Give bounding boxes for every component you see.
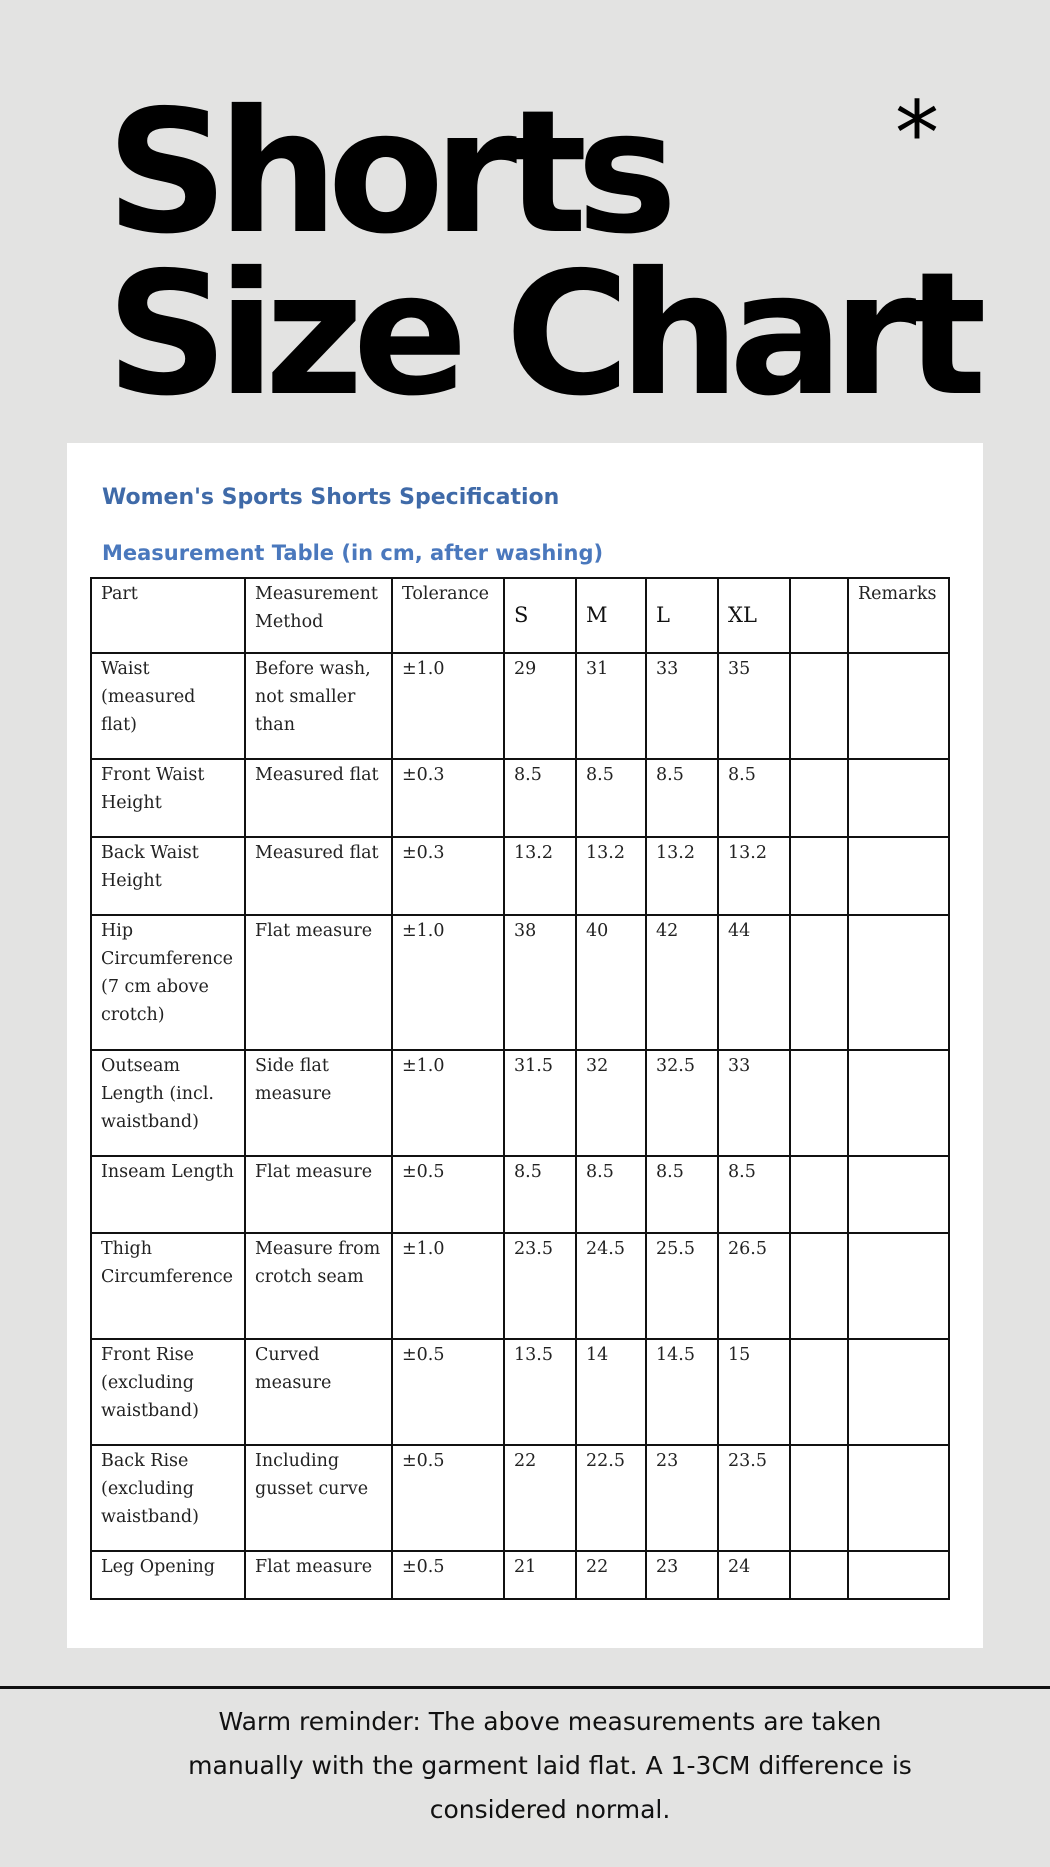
cell-method: Measure from crotch seam <box>245 1233 392 1339</box>
cell-l: 33 <box>646 653 718 759</box>
table-row <box>91 837 949 915</box>
cell-part: Hip Circumference (7 cm above crotch) <box>91 915 245 1050</box>
cell-s: 13.5 <box>504 1339 576 1445</box>
cell-remarks <box>848 1233 949 1339</box>
cell-tolerance: ±0.3 <box>392 759 504 837</box>
cell-method: Flat measure <box>245 1551 392 1599</box>
table-row <box>91 1339 949 1445</box>
table-row <box>91 1233 949 1339</box>
table-row <box>91 1050 949 1156</box>
cell-l: 25.5 <box>646 1233 718 1339</box>
table-header-row <box>91 578 949 653</box>
cell-l: 8.5 <box>646 1156 718 1233</box>
cell-remarks <box>848 1156 949 1233</box>
cell-remarks <box>848 653 949 759</box>
size-label-s: S <box>514 603 529 627</box>
cell-part: Back Rise (excluding waistband) <box>91 1445 245 1551</box>
cell-method: Curved measure <box>245 1339 392 1445</box>
table-title: Measurement Table (in cm, after washing) <box>102 541 604 565</box>
cell-xl: 33 <box>718 1050 790 1156</box>
size-label-xl: XL <box>728 603 757 627</box>
cell-xl: 13.2 <box>718 837 790 915</box>
cell-s: 29 <box>504 653 576 759</box>
cell-xl: 15 <box>718 1339 790 1445</box>
cell-extra <box>790 759 848 837</box>
cell-part: Back Waist Height <box>91 837 245 915</box>
col-header-extra <box>790 578 848 653</box>
cell-l: 13.2 <box>646 837 718 915</box>
footer-divider <box>0 1686 1050 1689</box>
table-row <box>91 1445 949 1551</box>
cell-l: 32.5 <box>646 1050 718 1156</box>
table-row <box>91 915 949 1050</box>
cell-xl: 8.5 <box>718 759 790 837</box>
cell-remarks <box>848 1339 949 1445</box>
cell-tolerance: ±1.0 <box>392 653 504 759</box>
cell-tolerance: ±0.5 <box>392 1445 504 1551</box>
cell-part: Leg Opening <box>91 1551 245 1599</box>
cell-s: 8.5 <box>504 1156 576 1233</box>
table-row <box>91 1156 949 1233</box>
cell-l: 8.5 <box>646 759 718 837</box>
cell-xl: 44 <box>718 915 790 1050</box>
page-title <box>106 74 976 434</box>
cell-s: 21 <box>504 1551 576 1599</box>
cell-m: 40 <box>576 915 646 1050</box>
table-row <box>91 653 949 759</box>
cell-m: 8.5 <box>576 1156 646 1233</box>
cell-xl: 8.5 <box>718 1156 790 1233</box>
table-row <box>91 759 949 837</box>
cell-extra <box>790 1339 848 1445</box>
cell-l: 14.5 <box>646 1339 718 1445</box>
cell-s: 23.5 <box>504 1233 576 1339</box>
cell-part: Waist (measured flat) <box>91 653 245 759</box>
cell-remarks <box>848 1445 949 1551</box>
col-header-xl <box>718 578 790 653</box>
cell-xl: 23.5 <box>718 1445 790 1551</box>
cell-tolerance: ±1.0 <box>392 1050 504 1156</box>
warm-reminder: Warm reminder: The above measurements are taken manually with the garment laid flat. A 1-3CM difference is considered normal. <box>188 1707 912 1824</box>
cell-m: 24.5 <box>576 1233 646 1339</box>
cell-extra <box>790 1156 848 1233</box>
cell-m: 32 <box>576 1050 646 1156</box>
cell-s: 22 <box>504 1445 576 1551</box>
col-header-part: Part <box>91 578 245 653</box>
cell-method: Including gusset curve <box>245 1445 392 1551</box>
cell-s: 31.5 <box>504 1050 576 1156</box>
cell-method: Side flat measure <box>245 1050 392 1156</box>
spec-card <box>67 443 983 1648</box>
cell-m: 8.5 <box>576 759 646 837</box>
cell-method: Flat measure <box>245 1156 392 1233</box>
cell-extra <box>790 837 848 915</box>
cell-l: 23 <box>646 1445 718 1551</box>
col-header-s <box>504 578 576 653</box>
size-label-l: L <box>656 603 670 627</box>
cell-remarks <box>848 759 949 837</box>
cell-l: 23 <box>646 1551 718 1599</box>
col-header-l <box>646 578 718 653</box>
cell-tolerance: ±0.5 <box>392 1339 504 1445</box>
cell-method: Measured flat <box>245 837 392 915</box>
cell-remarks <box>848 915 949 1050</box>
cell-method: Flat measure <box>245 915 392 1050</box>
cell-extra <box>790 915 848 1050</box>
title-line-2: Size Chart <box>106 236 976 434</box>
cell-part: Outseam Length (incl. waistband) <box>91 1050 245 1156</box>
title-line-1: Shorts <box>106 74 667 272</box>
cell-method: Before wash, not smaller than <box>245 653 392 759</box>
cell-remarks <box>848 837 949 915</box>
cell-extra <box>790 1233 848 1339</box>
cell-extra <box>790 1445 848 1551</box>
cell-remarks <box>848 1050 949 1156</box>
cell-s: 8.5 <box>504 759 576 837</box>
cell-tolerance: ±1.0 <box>392 915 504 1050</box>
cell-m: 22 <box>576 1551 646 1599</box>
cell-tolerance: ±0.5 <box>392 1156 504 1233</box>
col-header-m <box>576 578 646 653</box>
cell-s: 13.2 <box>504 837 576 915</box>
cell-part: Front Rise (excluding waistband) <box>91 1339 245 1445</box>
col-header-tolerance: Tolerance <box>392 578 504 653</box>
table-row <box>91 1551 949 1599</box>
cell-extra <box>790 1050 848 1156</box>
cell-extra <box>790 1551 848 1599</box>
cell-part: Inseam Length <box>91 1156 245 1233</box>
cell-tolerance: ±1.0 <box>392 1233 504 1339</box>
cell-m: 31 <box>576 653 646 759</box>
cell-m: 22.5 <box>576 1445 646 1551</box>
size-label-m: M <box>586 603 608 627</box>
cell-tolerance: ±0.5 <box>392 1551 504 1599</box>
col-header-method: Measurement Method <box>245 578 392 653</box>
cell-method: Measured flat <box>245 759 392 837</box>
col-header-remarks: Remarks <box>848 578 949 653</box>
asterisk-icon: * <box>895 82 939 185</box>
cell-m: 14 <box>576 1339 646 1445</box>
cell-part: Front Waist Height <box>91 759 245 837</box>
spec-title: Women's Sports Shorts Specification <box>102 485 560 510</box>
cell-s: 38 <box>504 915 576 1050</box>
cell-xl: 26.5 <box>718 1233 790 1339</box>
cell-remarks <box>848 1551 949 1599</box>
cell-tolerance: ±0.3 <box>392 837 504 915</box>
cell-m: 13.2 <box>576 837 646 915</box>
cell-xl: 35 <box>718 653 790 759</box>
cell-part: Thigh Circumference <box>91 1233 245 1339</box>
cell-extra <box>790 653 848 759</box>
cell-xl: 24 <box>718 1551 790 1599</box>
measurement-table <box>90 577 950 1600</box>
cell-l: 42 <box>646 915 718 1050</box>
